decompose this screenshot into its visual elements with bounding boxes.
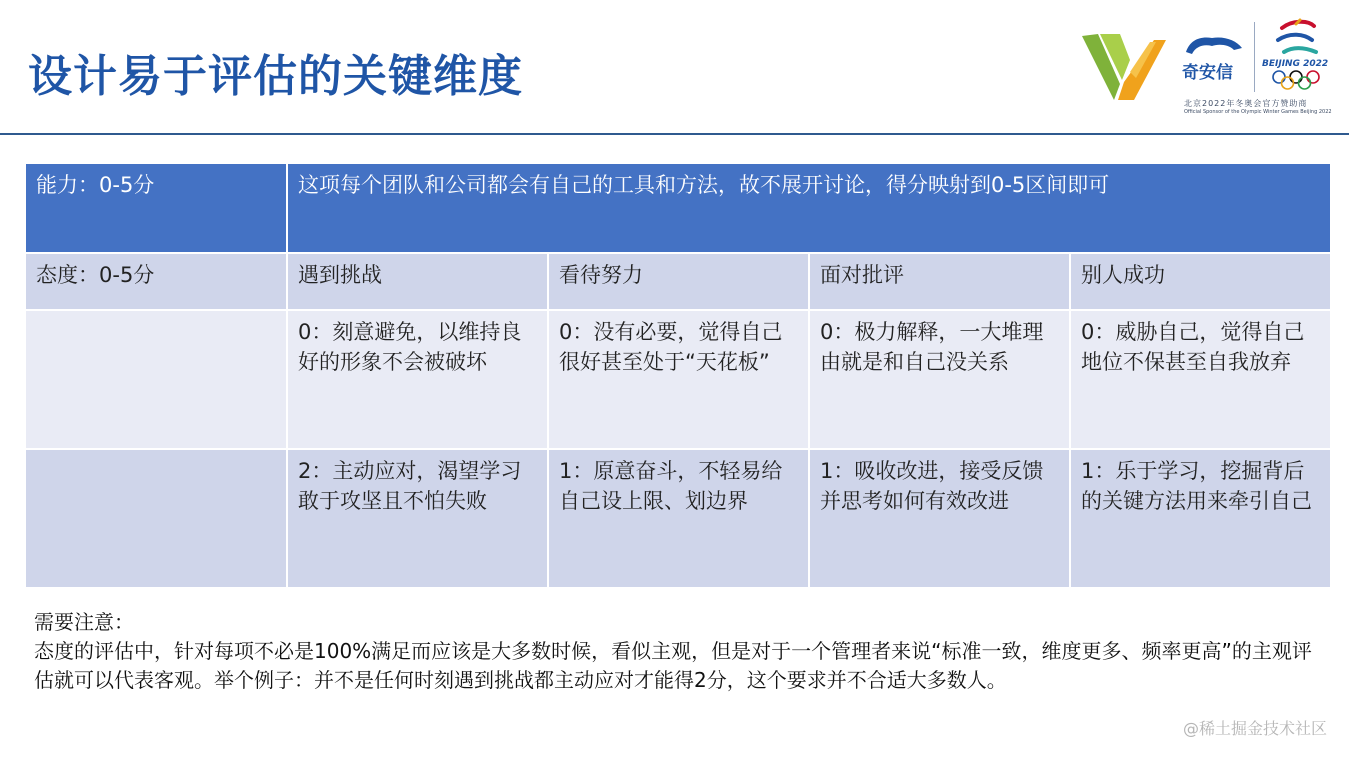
table-cell: 2：主动应对，渴望学习敢于攻坚且不怕失败 — [287, 449, 548, 588]
beijing-2022-wordmark: BEIJING 2022 — [1262, 59, 1329, 69]
sponsor-text-en: Official Sponsor of the Olympic Winter Games Beijing 2022 — [1184, 109, 1332, 115]
table-cell: 0：极力解释，一大堆理由就是和自己没关系 — [809, 310, 1070, 449]
page-title: 设计易于评估的关键维度 — [28, 51, 523, 102]
column-header: 别人成功 — [1070, 253, 1331, 310]
table-row-attitude-header — [25, 253, 1331, 310]
sponsor-text-cn: 北京2022年冬奥会官方赞助商 — [1184, 99, 1308, 108]
table-cell: 0：没有必要，觉得自己很好甚至处于“天花板” — [548, 310, 809, 449]
evaluation-table — [24, 162, 1332, 589]
tiger-mascot-icon — [1184, 34, 1244, 58]
watermark: @稀土掘金技术社区 — [1182, 719, 1327, 738]
note-section — [34, 608, 1324, 695]
header-divider — [0, 133, 1349, 135]
column-header: 面对批评 — [809, 253, 1070, 310]
table-cell: 0：威胁自己，觉得自己地位不保甚至自我放弃 — [1070, 310, 1331, 449]
ability-description: 这项每个团队和公司都会有自己的工具和方法，故不展开讨论，得分映射到0-5区间即可 — [287, 163, 1331, 253]
table-cell: 1：原意奋斗，不轻易给自己设上限、划边界 — [548, 449, 809, 588]
note-heading: 需要注意： — [34, 610, 134, 634]
row-label — [25, 310, 287, 449]
note-body: 态度的评估中，针对每项不必是100%满足而应该是大多数时候，看似主观，但是对于一个管理者来说“标准一致，维度更多、频率更高”的主观评估就可以代表客观。举个例子：并不是任何时刻遇到挑战都主动应对才能得2分，这个要求并不合适大多数人。 — [34, 639, 1312, 692]
brand-name: 奇安信 — [1182, 63, 1233, 83]
table-cell: 1：乐于学习，挖掘背后的关键方法用来牵引自己 — [1070, 449, 1331, 588]
table-cell: 1：吸收改进，接受反馈并思考如何有效改进 — [809, 449, 1070, 588]
table-cell: 0：刻意避免，以维持良好的形象不会被破坏 — [287, 310, 548, 449]
column-header: 看待努力 — [548, 253, 809, 310]
row-label — [25, 449, 287, 588]
olympic-rings-icon — [1270, 70, 1322, 90]
column-header: 遇到挑战 — [287, 253, 548, 310]
ability-label: 能力：0-5分 — [25, 163, 287, 253]
attitude-label: 态度：0-5分 — [25, 253, 287, 310]
table-row — [25, 310, 1331, 449]
winter-olympics-emblem-icon — [1268, 18, 1324, 62]
logo-separator — [1254, 22, 1255, 92]
v-logo-icon — [1080, 30, 1168, 104]
table-row-ability — [25, 163, 1331, 253]
table-row — [25, 449, 1331, 588]
